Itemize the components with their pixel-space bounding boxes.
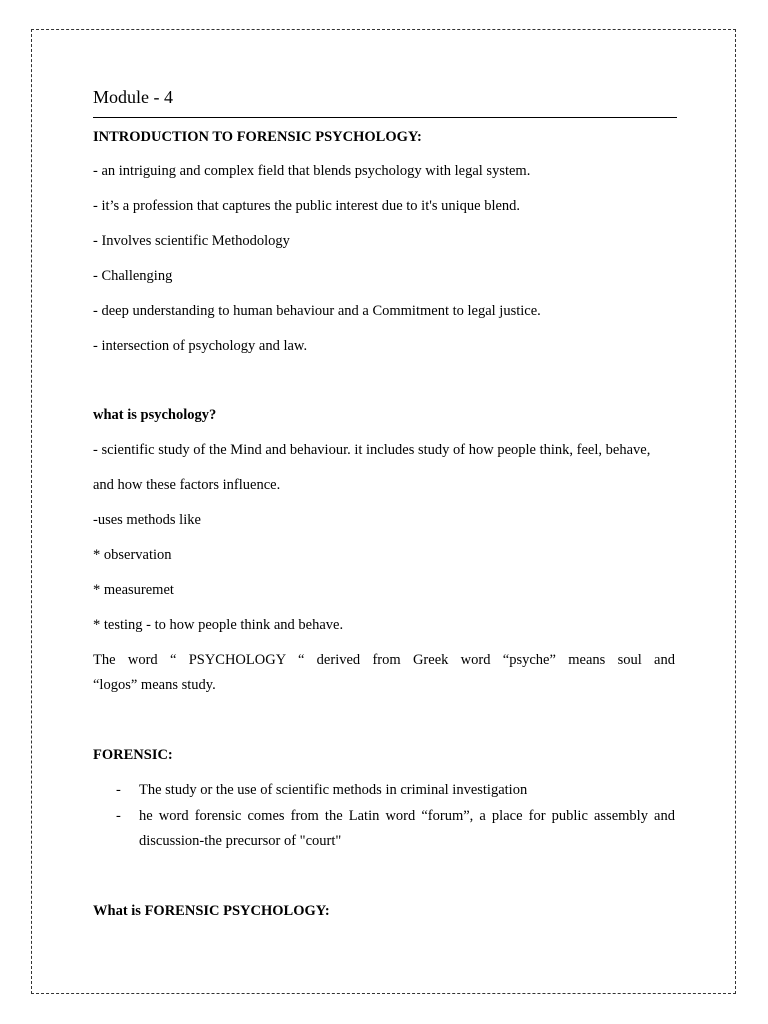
intro-heading: INTRODUCTION TO FORENSIC PSYCHOLOGY:	[93, 129, 422, 145]
psychology-heading: what is psychology?	[93, 407, 217, 423]
method-item-3: * testing - to how people think and behave.	[93, 617, 344, 633]
psychology-line-1: - scientific study of the Mind and behaviour. it includes study of how people think, feel, behave,	[93, 442, 651, 458]
psychology-line-2: and how these factors influence.	[93, 477, 281, 493]
forensic-bullet-2-line-2: discussion-the precursor of "court"	[139, 833, 342, 849]
intro-point-1: - an intriguing and complex field that blends psychology with legal system.	[93, 163, 531, 179]
module-title: Module - 4	[93, 87, 173, 107]
forensic-bullet-1: The study or the use of scientific methods in criminal investigation	[139, 782, 528, 798]
intro-point-6: - intersection of psychology and law.	[93, 338, 308, 354]
bullet-marker-1: -	[116, 782, 121, 798]
forensic-bullet-2-line-1: he word forensic comes from the Latin word “forum”, a place for public assembly and	[139, 808, 675, 824]
intro-point-3: - Involves scientific Methodology	[93, 233, 290, 249]
forensic-heading: FORENSIC:	[93, 747, 173, 763]
etymology-line-1: The word “ PSYCHOLOGY “ derived from Greek word “psyche” means soul and	[93, 652, 675, 668]
methods-intro: -uses methods like	[93, 512, 201, 528]
forensic-psychology-heading: What is FORENSIC PSYCHOLOGY:	[93, 903, 330, 919]
intro-point-5: - deep understanding to human behaviour and a Commitment to legal justice.	[93, 303, 541, 319]
intro-point-4: - Challenging	[93, 268, 173, 284]
method-item-2: * measuremet	[93, 582, 174, 598]
title-rule	[93, 117, 677, 118]
intro-point-2: - it’s a profession that captures the public interest due to it's unique blend.	[93, 198, 521, 214]
method-item-1: * observation	[93, 547, 172, 563]
etymology-line-2: “logos” means study.	[93, 677, 216, 693]
bullet-marker-2: -	[116, 808, 121, 824]
